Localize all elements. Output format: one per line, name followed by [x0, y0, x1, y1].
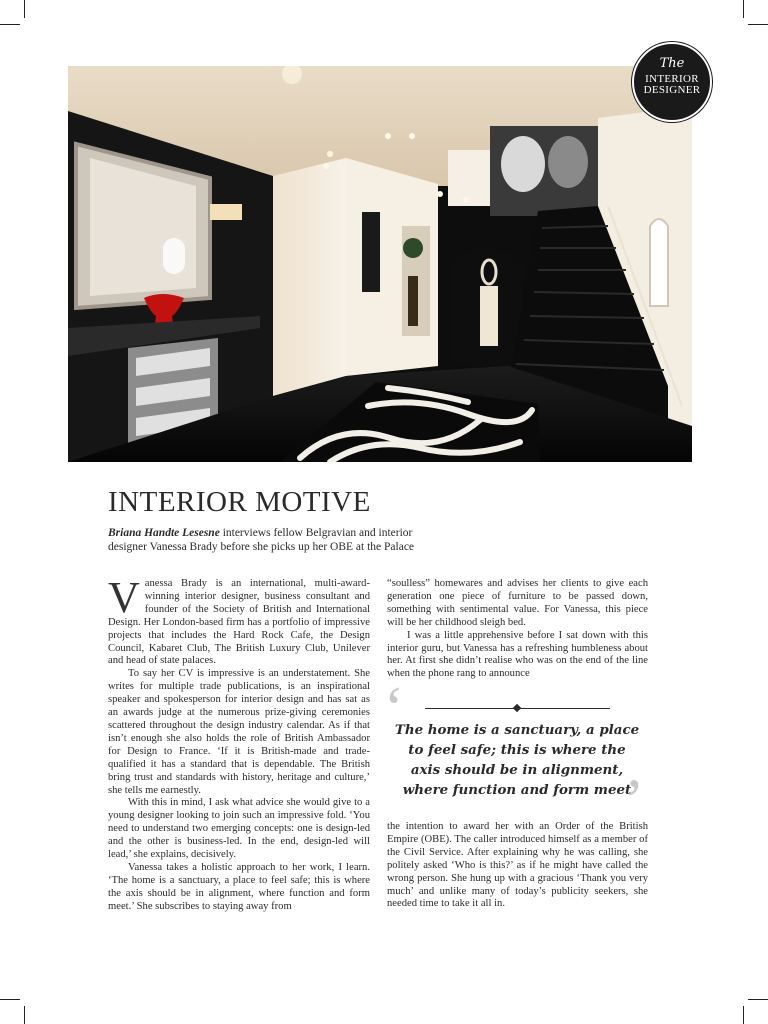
- crop-mark: [743, 1006, 744, 1024]
- badge-line-1: The: [659, 56, 685, 71]
- crop-mark: [24, 0, 25, 18]
- body-paragraph: “soulless” homewares and advises her clients to give each generation one piece of furniture to be passed down, something with sentimental value. For Vanessa, this piece will be her childhood sleigh bed.: [387, 578, 648, 628]
- magazine-logo-badge: [632, 42, 712, 122]
- badge-line-2: INTERIOR: [645, 73, 699, 85]
- drop-cap: V: [108, 573, 140, 622]
- crop-mark: [24, 1006, 25, 1024]
- body-column-2-bottom: [387, 821, 648, 911]
- body-paragraph: I was a little apprehensive before I sat down with this interior guru, but Vanessa has a refreshing humbleness about her. At first she didn’t realise who was on the end of the line when the phone rang to announce: [387, 629, 648, 680]
- article-headline: INTERIOR MOTIVE: [108, 486, 371, 518]
- crop-mark: [743, 0, 744, 18]
- hallway-illustration: [68, 66, 692, 462]
- paragraph-text: anessa Brady is an international, multi-award-winning interior designer, business consultant and founder of the Society of British and International Design. Her London-based firm has a portfolio of impressive projects that includes the Hard Rock Cafe, the Design Council, Kabaret Club, The British Luxury Club, Unilever and head of state palaces.: [108, 578, 370, 667]
- article-standfirst: [108, 526, 448, 554]
- close-quote-mark: ’: [624, 767, 644, 833]
- hero-photo: [68, 66, 692, 462]
- body-column-1: [108, 573, 370, 914]
- body-paragraph: the intention to award her with an Order of the British Empire (OBE). The caller introduced himself as a member of the Civil Service. After explaining why he was calling, she politely asked ‘Who is this?’ as if he might have called the wrong person. She hung up with a gracious ‘Thank you very much’ and unlike many of today’s publicity seekers, she needed time to take it all in.: [387, 821, 648, 910]
- byline-text: interviews fellow Belgravian and interior designer Vanessa Brady before she picks up her OBE at the Palace: [108, 527, 415, 553]
- crop-mark: [0, 24, 20, 25]
- body-column-2-top: [387, 578, 648, 681]
- pullquote-ornament: [513, 704, 521, 712]
- body-paragraph: [108, 573, 370, 668]
- crop-mark: [748, 999, 768, 1000]
- body-paragraph: With this in mind, I ask what advice she would give to a young designer looking to join such an impressive fold. ‘You need to understand two emerging concepts: one is design-led and the other is business-led. In the end, design-led will lead,’ she explains, decisively.: [108, 797, 370, 861]
- byline-author: Briana Handte Lesesne: [108, 527, 220, 539]
- crop-mark: [748, 24, 768, 25]
- open-quote-mark: ‘: [384, 675, 404, 741]
- body-paragraph: To say her CV is impressive is an understatement. She writes for multiple trade publications, is an inspirational speaker and spokesperson for interior design and has sat as an awards judge at the numerous prize-giving ceremonies scattered throughout the design industry calendar. As if that isn’t enough she also holds the role of British Ambassador for Design to France. ‘If it is British-made and trade-qualified it has a standard that is dependable. The British bring trust and standards with history, heritage and culture,’ she tells me earnestly.: [108, 668, 370, 796]
- pull-quote: The home is a sanctuary, a place to feel safe; this is where the axis should be in alignment, where function and form meet: [394, 722, 640, 798]
- badge-line-3: DESIGNER: [643, 84, 701, 96]
- crop-mark: [0, 999, 20, 1000]
- body-paragraph: Vanessa takes a holistic approach to her work, I learn. ‘The home is a sanctuary, a place to feel safe; this is where the axis should be in alignment, where function and form meet.’ She subscribes to staying away from: [108, 861, 370, 912]
